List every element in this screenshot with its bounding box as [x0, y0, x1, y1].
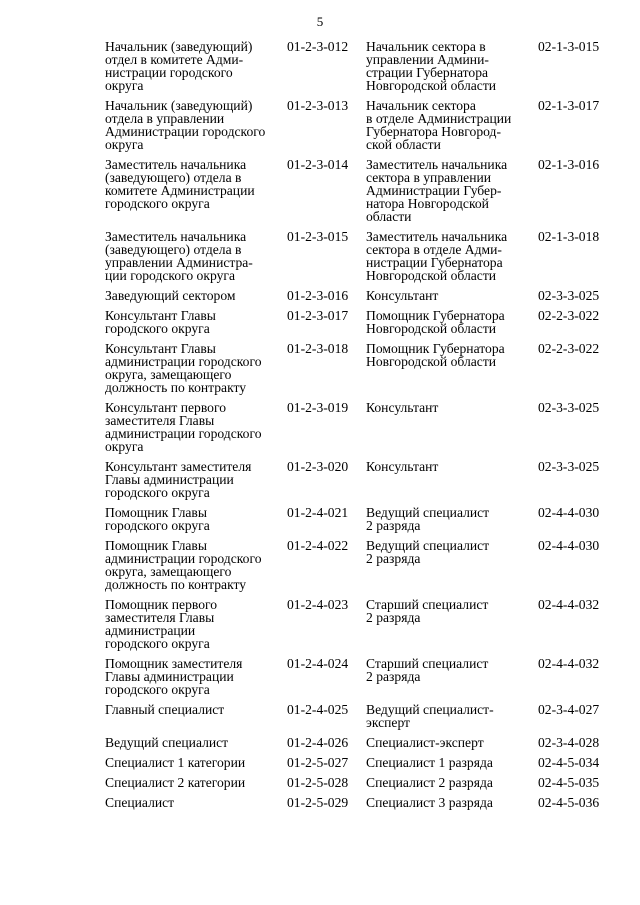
municipal-position-cell: Главный специалист	[105, 702, 225, 717]
state-position-cell: Ведущий специалист 2 разряда	[366, 538, 490, 566]
municipal-position-cell: Заведующий сектором	[105, 288, 236, 303]
positions-table	[0, 40, 640, 816]
municipal-code-cell: 01-2-4-021	[287, 505, 349, 520]
table-row	[0, 756, 640, 769]
state-position-cell: Специалист 1 разряда	[366, 755, 493, 770]
state-code-cell: 02-1-3-016	[538, 157, 600, 172]
municipal-code-cell: 01-2-4-024	[287, 656, 349, 671]
state-code-cell: 02-4-5-035	[538, 775, 600, 790]
municipal-code-cell: 01-2-3-019	[287, 400, 349, 415]
municipal-code-cell: 01-2-4-022	[287, 538, 349, 553]
table-row	[0, 289, 640, 302]
state-code-cell: 02-4-4-032	[538, 656, 600, 671]
municipal-position-cell: Консультант Главы администрации городского округа, замещающего должность по контракту	[105, 341, 262, 395]
municipal-code-cell: 01-2-4-023	[287, 597, 349, 612]
table-row	[0, 158, 640, 223]
municipal-position-cell: Консультант заместителя Главы администрации городского округа	[105, 459, 252, 500]
municipal-code-cell: 01-2-5-028	[287, 775, 349, 790]
state-code-cell: 02-3-3-025	[538, 288, 600, 303]
state-code-cell: 02-4-5-034	[538, 755, 600, 770]
table-row	[0, 506, 640, 532]
table-row	[0, 657, 640, 696]
municipal-code-cell: 01-2-3-013	[287, 98, 349, 113]
municipal-code-cell: 01-2-5-027	[287, 755, 349, 770]
page-number: 5	[316, 14, 324, 29]
table-row	[0, 401, 640, 453]
state-position-cell: Консультант	[366, 400, 439, 415]
table-row	[0, 342, 640, 394]
municipal-position-cell: Начальник (заведующий) отдел в комитете Адми- нистрации городского округа	[105, 39, 253, 93]
state-code-cell: 02-3-3-025	[538, 400, 600, 415]
state-code-cell: 02-1-3-017	[538, 98, 600, 113]
municipal-position-cell: Заместитель начальника (заведующего) отдела в комитете Администрации городского округа	[105, 157, 255, 211]
municipal-code-cell: 01-2-3-020	[287, 459, 349, 474]
municipal-position-cell: Заместитель начальника (заведующего) отдела в управлении Администра- ции городского округа	[105, 229, 253, 283]
municipal-code-cell: 01-2-5-029	[287, 795, 349, 810]
state-position-cell: Специалист-эксперт	[366, 735, 484, 750]
state-code-cell: 02-3-3-025	[538, 459, 600, 474]
municipal-position-cell: Специалист 2 категории	[105, 775, 246, 790]
state-position-cell: Ведущий специалист 2 разряда	[366, 505, 490, 533]
table-row	[0, 309, 640, 335]
table-row	[0, 598, 640, 650]
table-row	[0, 460, 640, 499]
municipal-code-cell: 01-2-3-017	[287, 308, 349, 323]
municipal-position-cell: Консультант первого заместителя Главы администрации городского округа	[105, 400, 262, 454]
table-row	[0, 40, 640, 92]
state-position-cell: Старший специалист 2 разряда	[366, 597, 489, 625]
municipal-position-cell: Помощник Главы администрации городского округа, замещающего должность по контракту	[105, 538, 262, 592]
state-position-cell: Заместитель начальника сектора в отделе Адми- нистрации Губернатора Новгородской области	[366, 229, 508, 283]
state-code-cell: 02-4-4-030	[538, 505, 600, 520]
state-code-cell: 02-4-5-036	[538, 795, 600, 810]
municipal-position-cell: Помощник заместителя Главы администрации городского округа	[105, 656, 243, 697]
state-position-cell: Консультант	[366, 459, 439, 474]
state-position-cell: Старший специалист 2 разряда	[366, 656, 489, 684]
table-row	[0, 796, 640, 809]
state-code-cell: 02-2-3-022	[538, 341, 600, 356]
state-position-cell: Консультант	[366, 288, 439, 303]
state-code-cell: 02-1-3-015	[538, 39, 600, 54]
municipal-code-cell: 01-2-4-025	[287, 702, 349, 717]
state-position-cell: Начальник сектора в отделе Администрации Губернатора Новгород- ской области	[366, 98, 512, 152]
municipal-position-cell: Специалист	[105, 795, 175, 810]
table-row	[0, 99, 640, 151]
state-position-cell: Специалист 3 разряда	[366, 795, 493, 810]
municipal-position-cell: Начальник (заведующий) отдела в управлении Администрации городского округа	[105, 98, 266, 152]
municipal-code-cell: 01-2-4-026	[287, 735, 349, 750]
table-row	[0, 776, 640, 789]
municipal-position-cell: Помощник первого заместителя Главы администрации городского округа	[105, 597, 218, 651]
state-position-cell: Помощник Губернатора Новгородской области	[366, 341, 505, 369]
state-code-cell: 02-4-4-030	[538, 538, 600, 553]
table-row	[0, 736, 640, 749]
municipal-position-cell: Ведущий специалист	[105, 735, 229, 750]
state-code-cell: 02-3-4-027	[538, 702, 600, 717]
state-position-cell: Помощник Губернатора Новгородской области	[366, 308, 505, 336]
table-row	[0, 230, 640, 282]
municipal-code-cell: 01-2-3-018	[287, 341, 349, 356]
state-position-cell: Начальник сектора в управлении Админи- страции Губернатора Новгородской области	[366, 39, 497, 93]
state-code-cell: 02-4-4-032	[538, 597, 600, 612]
state-code-cell: 02-1-3-018	[538, 229, 600, 244]
state-position-cell: Ведущий специалист- эксперт	[366, 702, 494, 730]
state-position-cell: Заместитель начальника сектора в управлении Администрации Губер- натора Новгородской области	[366, 157, 508, 224]
municipal-code-cell: 01-2-3-016	[287, 288, 349, 303]
table-row	[0, 703, 640, 729]
municipal-position-cell: Консультант Главы городского округа	[105, 308, 216, 336]
municipal-code-cell: 01-2-3-014	[287, 157, 349, 172]
municipal-code-cell: 01-2-3-015	[287, 229, 349, 244]
state-code-cell: 02-3-4-028	[538, 735, 600, 750]
municipal-code-cell: 01-2-3-012	[287, 39, 349, 54]
state-code-cell: 02-2-3-022	[538, 308, 600, 323]
municipal-position-cell: Специалист 1 категории	[105, 755, 246, 770]
municipal-position-cell: Помощник Главы городского округа	[105, 505, 210, 533]
state-position-cell: Специалист 2 разряда	[366, 775, 493, 790]
table-row	[0, 539, 640, 591]
